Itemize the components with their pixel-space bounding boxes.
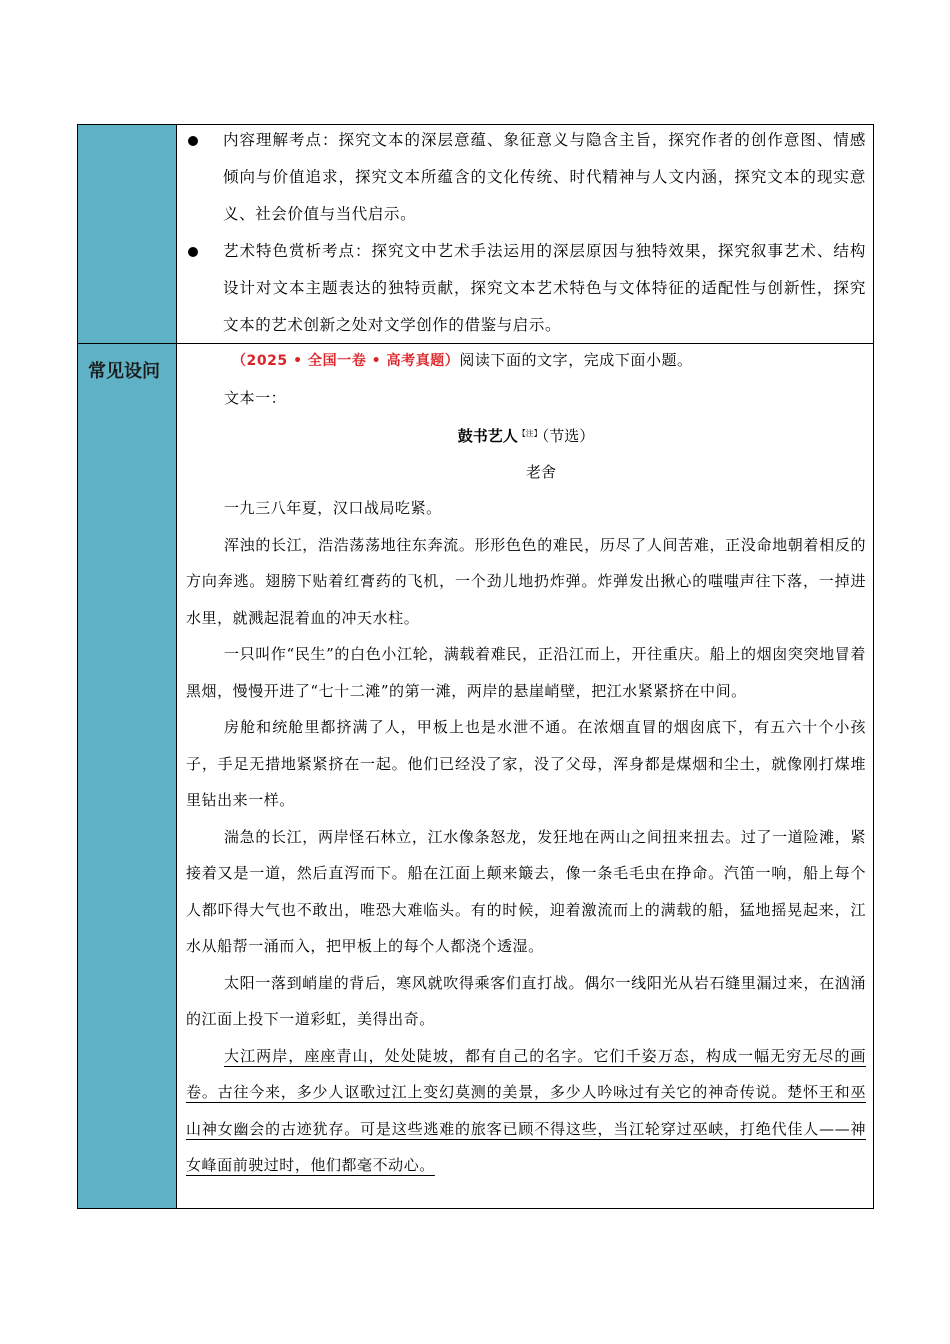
article-title [186, 416, 866, 454]
left-column [78, 125, 177, 1208]
paragraph: 房舱和统舱里都挤满了人，甲板上也是水泄不通。在浓烟直冒的烟囱底下，有五六十个小孩子，手足无措地紧紧挤在一起。他们已经没了家，没了父母，浑身都是煤烟和尘土，就像刚打煤堆里钻出来一样。 [186, 718, 866, 809]
bullet-dot-icon [188, 247, 198, 257]
side-label: 常见设问 [88, 361, 160, 382]
underlined-text: 大江两岸，座座青山，处处陡坡，都有自己的名字。它们千姿万态，构成一幅无穷无尽的画卷。古往今来，多少人讴歌过江上变幻莫测的美景，多少人吟咏过有关它的神奇传说。楚怀王和巫山神女幽会的古迹犹存。可是这些逃难的旅客已顾不得这些，当江轮穿过巫峡，打绝代佳人——神女峰面前驶过时，他们都毫不动心。 [186, 1046, 866, 1174]
bullet-item [186, 233, 866, 344]
paragraph: 一只叫作“民生”的白色小江轮，满载着难民，正沿江而上，开往重庆。船上的烟囱突突地冒着黑烟，慢慢开进了“七十二滩”的第一滩，两岸的悬崖峭壁，把江水紧紧挤在中间。 [186, 645, 866, 700]
article-title-suffix: （节选） [541, 427, 595, 445]
bullet-dot-icon [188, 136, 198, 146]
article-title-text: 鼓书艺人 [457, 427, 518, 445]
text-label: 文本一： [224, 388, 287, 407]
bullet-item [186, 122, 866, 233]
article-author: 老舍 [525, 463, 556, 481]
bullet-text: 内容理解考点：探究文本的深层意蕴、象征意义与隐含主旨，探究作者的创作意图、情感倾向与价值追求，探究文本所蕴含的文化传统、时代精神与人文内涵，探究文本的现实意义、社会价值与当代启示。 [223, 131, 866, 223]
paragraph: 湍急的长江，两岸怪石林立，江水像条怒龙，发狂地在两山之间扭来扭去。过了一道险滩，紧接着又是一道，然后直泻而下。船在江面上颠来簸去，像一条毛毛虫在挣命。汽笛一响，船上每个人都吓得大气也不敢出，唯恐大难临头。有的时候，迎着激流而上的满载的船，猛地摇晃起来，江水从船帮一涌而入，把甲板上的每个人都浇个透湿。 [186, 827, 866, 955]
paragraph: 太阳一落到峭崖的背后，寒风就吹得乘客们直打战。偶尔一线阳光从岩石缝里漏过来，在汹涌的江面上投下一道彩虹，美得出奇。 [186, 973, 866, 1028]
underlined-paragraph [186, 1038, 866, 1184]
question-instruction: 阅读下面的文字，完成下面小题。 [459, 351, 693, 369]
question-source: （2025 • 全国一卷 • 高考真题） [232, 353, 460, 369]
question-area [186, 344, 866, 1184]
question-intro [186, 342, 866, 380]
bullet-list [186, 125, 866, 344]
bullet-text: 艺术特色赏析考点：探究文中艺术手法运用的深层原因与独特效果，探究叙事艺术、结构设计对文本主题表达的独特贡献，探究文本艺术特色与文体特征的适配性与创新性，探究文本的艺术创新之处对文学创作的借鉴与启示。 [223, 242, 866, 334]
paragraph: 一九三八年夏，汉口战局吃紧。 [224, 499, 442, 517]
paragraph: 浑浊的长江，浩浩荡荡地往东奔流。形形色色的难民，历尽了人间苦难，正没命地朝着相反的方向奔逃。翅膀下贴着红膏药的飞机，一个劲儿地扔炸弹。炸弹发出揪心的嗤嗤声往下落，一掉进水里，就溅起混着血的冲天水柱。 [186, 535, 866, 627]
note-mark: 【注】 [517, 429, 542, 438]
content-table [77, 124, 874, 1209]
